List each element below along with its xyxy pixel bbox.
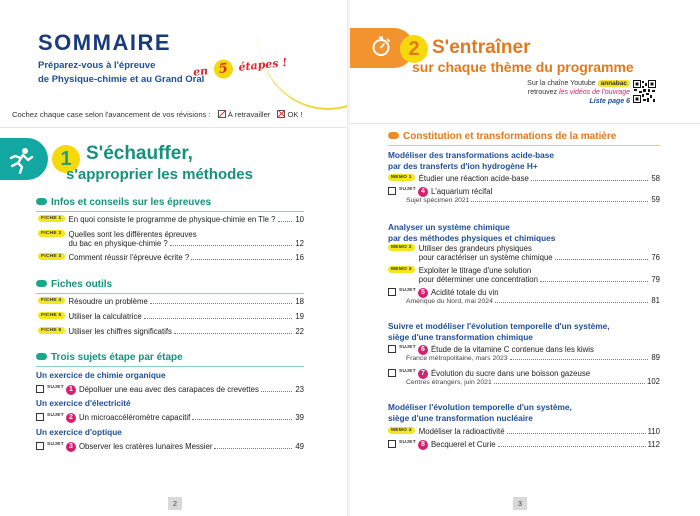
page-number: 102 (646, 377, 660, 386)
etapes-suffix: étapes ! (237, 55, 288, 74)
memo-tag: MEMO 2 (388, 244, 415, 251)
category-title: Trois sujets étape par étape (36, 352, 183, 363)
page-number: 76 (651, 253, 660, 262)
toc-entry[interactable]: SUJET 5 Acidité totale du vin Amérique du Nord, mai 2024 81 (388, 288, 660, 305)
exercise-heading: Un exercice d'optique (36, 427, 122, 437)
stopwatch-icon (370, 35, 392, 57)
block-heading: Suivre et modéliser l'évolution temporelle d'un système, (388, 321, 610, 331)
toc-entry[interactable]: SUJET 7 Évolution du sucre dans une boisson gazeuse Centres étrangers, juin 2021 102 (388, 369, 660, 386)
category-underline (388, 145, 660, 146)
toc-entry[interactable]: FICHE 6 Utiliser les chiffres significatifs 22 (38, 327, 304, 336)
toc-entry[interactable]: MEMO 1 Étudier une réaction acide-base 58 (388, 174, 660, 183)
videos-link[interactable]: les vidéos de l'ouvrage (559, 89, 630, 96)
block-heading: Analyser un système chimique (388, 222, 510, 232)
sujet-source: Sujet spécimen 2021 (405, 197, 470, 204)
category-title: Constitution et transformations de la matière (388, 131, 616, 142)
toc-entry[interactable]: MEMO 3 Exploiter le titrage d'une solution pour déterminer une concentration 79 (388, 266, 660, 284)
section-1-title: S'échauffer, (86, 143, 193, 164)
divider (350, 123, 700, 124)
etapes-prefix: en (192, 64, 209, 79)
toc-entry[interactable]: SUJET 3 Observer les cratères lunaires Messier 49 (36, 442, 304, 452)
legend-retravailler: À retravailler (227, 110, 271, 119)
toc-entry[interactable]: FICHE 4 Résoudre un problème 18 (38, 297, 304, 306)
page-number: 89 (651, 353, 660, 362)
toc-entry[interactable]: MEMO 4 Modéliser la radioactivité 110 (388, 427, 660, 436)
toc-entry[interactable]: SUJET 6 Étude de la vitamine C contenue dans les kiwis France métropolitaine, mars 2023 89 (388, 345, 660, 362)
subtitle-line-2: de Physique-chimie et au Grand Oral (38, 74, 205, 85)
sujet-number: 8 (418, 440, 428, 450)
sujet-number: 7 (418, 369, 428, 379)
sujet-number: 5 (418, 288, 428, 298)
block-heading: par des méthodes physiques et chimiques (388, 233, 556, 243)
sujet-source: France métropolitaine, mars 2023 (405, 355, 508, 362)
etapes-number: 5 (213, 59, 234, 80)
block-heading: par des transferts d'ion hydrogène H+ (388, 161, 538, 171)
category-underline (36, 366, 304, 367)
page-number: 19 (295, 312, 304, 321)
sujet-number: 6 (418, 345, 428, 355)
fiche-tag: FICHE 2 (38, 230, 65, 237)
fiche-tag: FICHE 5 (38, 312, 65, 319)
page-number: 49 (295, 442, 304, 451)
category-title: Fiches outils (36, 279, 112, 290)
annabac-tag[interactable]: annabac (598, 80, 630, 87)
category-marker-icon (36, 353, 47, 360)
category-marker-icon (388, 132, 399, 139)
page-number: 112 (647, 440, 660, 449)
progress-checkbox[interactable] (388, 440, 396, 448)
progress-checkbox[interactable] (388, 288, 396, 296)
section-1-subtitle: s'approprier les méthodes (66, 166, 253, 183)
fiche-tag: FICHE 4 (38, 297, 65, 304)
block-heading: Modéliser l'évolution temporelle d'un système, (388, 402, 572, 412)
page-number: 18 (295, 297, 304, 306)
progress-checkbox[interactable] (388, 369, 396, 377)
page-number: 110 (647, 427, 660, 436)
toc-entry[interactable]: FICHE 2 Quelles sont les différentes épreuves du bac en physique-chimie ? 12 (38, 230, 304, 248)
page-number: 81 (651, 296, 660, 305)
fiche-tag: FICHE 6 (38, 327, 65, 334)
toc-entry[interactable]: SUJET 8 Becquerel et Curie 112 (388, 440, 660, 450)
toc-entry[interactable]: FICHE 3 Comment réussir l'épreuve écrite ? 16 (38, 253, 304, 262)
sujet-source: Amérique du Nord, mai 2024 (405, 298, 493, 305)
legend-row (12, 110, 303, 119)
toc-entry[interactable]: SUJET 4 L'aquarium récifal Sujet spécimen 2021 59 (388, 187, 660, 204)
liste-link[interactable]: Liste page 6 (589, 98, 630, 105)
etapes-badge (192, 53, 288, 84)
page-number-footer: 2 (168, 497, 182, 510)
page-number: 10 (295, 215, 304, 224)
exercise-heading: Un exercice de chimie organique (36, 370, 166, 380)
fiche-tag: FICHE 3 (38, 253, 65, 260)
toc-entry[interactable]: MEMO 2 Utiliser des grandeurs physiques pour caractériser un système chimique 76 (388, 244, 660, 262)
section-1-number: 1 (52, 145, 80, 173)
runner-icon (7, 146, 35, 174)
subtitle-line-1: Préparez-vous à l'épreuve (38, 60, 156, 71)
sujet-source: Centres étrangers, juin 2021 (405, 379, 492, 386)
toc-entry[interactable]: SUJET 1 Dépolluer une eau avec des carapaces de crevettes 23 (36, 385, 304, 395)
block-heading: siège d'une transformation chimique (388, 332, 533, 342)
section-2-subtitle: sur chaque thème du programme (412, 59, 634, 75)
page-number: 23 (295, 385, 304, 394)
right-page (350, 0, 700, 516)
category-title: Infos et conseils sur les épreuves (36, 197, 211, 208)
legend-text: Cochez chaque case selon l'avancement de vos révisions : (12, 110, 211, 119)
category-marker-icon (36, 198, 47, 205)
qr-code-icon[interactable] (633, 80, 656, 103)
progress-checkbox[interactable] (36, 413, 44, 421)
memo-tag: MEMO 1 (388, 174, 415, 181)
progress-checkbox[interactable] (36, 385, 44, 393)
page-number: 12 (295, 239, 304, 248)
toc-entry[interactable]: FICHE 1 En quoi consiste le programme de physique-chimie en Tle ? 10 (38, 215, 304, 224)
exercise-heading: Un exercice d'électricité (36, 398, 131, 408)
sommaire-title: SOMMAIRE (38, 30, 171, 55)
ok-checkbox-icon (277, 110, 285, 118)
category-marker-icon (36, 280, 47, 287)
page-number: 58 (651, 174, 660, 183)
left-page (0, 0, 348, 516)
page-number: 79 (651, 275, 660, 284)
sujet-number: 2 (66, 413, 76, 423)
block-heading: Modéliser des transformations acide-base (388, 150, 554, 160)
youtube-promo: Sur la chaîne Youtube annabac retrouvez les vidéos de l'ouvrage Liste page 6 (500, 80, 630, 105)
block-heading: siège d'une transformation nucléaire (388, 413, 533, 423)
progress-checkbox[interactable] (36, 442, 44, 450)
category-underline (36, 293, 304, 294)
toc-entry[interactable]: SUJET 2 Un microaccéléromètre capacitif 39 (36, 413, 304, 423)
fiche-tag: FICHE 1 (38, 215, 65, 222)
divider (0, 127, 348, 128)
section-2-number: 2 (400, 35, 428, 63)
sujet-number: 1 (66, 385, 76, 395)
category-underline (36, 211, 304, 212)
section-2-title: S'entraîner (432, 37, 531, 58)
progress-checkbox[interactable] (388, 187, 396, 195)
memo-tag: MEMO 3 (388, 266, 415, 273)
page-number: 22 (295, 327, 304, 336)
progress-checkbox[interactable] (388, 345, 396, 353)
page-number-footer: 3 (513, 497, 527, 510)
legend-ok: OK ! (287, 110, 303, 119)
page-number: 59 (651, 195, 660, 204)
sujet-number: 3 (66, 442, 76, 452)
memo-tag: MEMO 4 (388, 427, 415, 434)
sujet-number: 4 (418, 187, 428, 197)
toc-entry[interactable]: FICHE 5 Utiliser la calculatrice 19 (38, 312, 304, 321)
page-number: 39 (295, 413, 304, 422)
page-number: 16 (295, 253, 304, 262)
retravailler-checkbox-icon (218, 110, 226, 118)
